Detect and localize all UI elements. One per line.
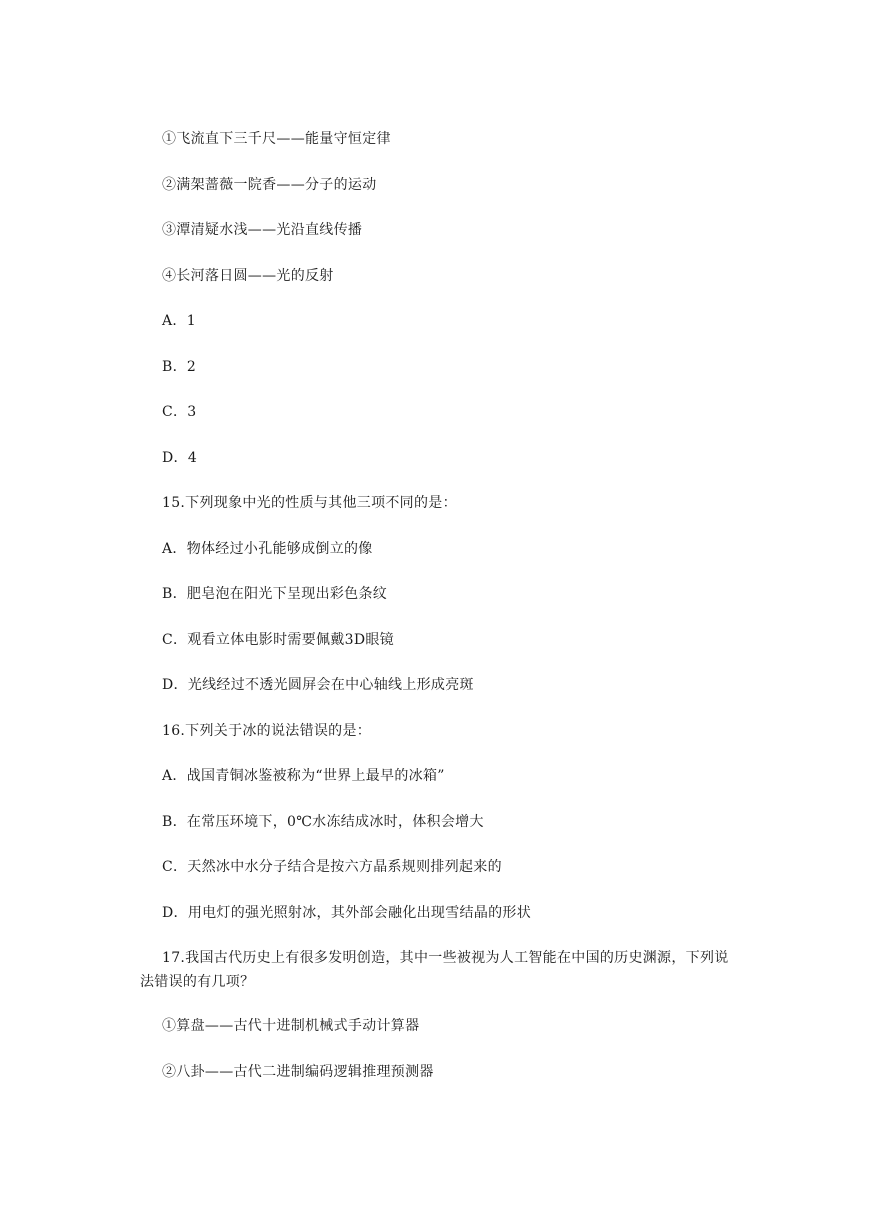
question-16: 16.下列关于冰的说法错误的是： [162,723,372,739]
q15-option-c: C．观看立体电影时需要佩戴3D眼镜 [162,632,394,648]
question-15: 15.下列现象中光的性质与其他三项不同的是： [162,495,457,511]
q14-option-c: C．3 [162,404,197,420]
q16-option-a: A．战国青铜冰鉴被称为“世界上最早的冰箱” [162,768,445,784]
q16-option-d: D．用电灯的强光照射冰，其外部会融化出现雪结晶的形状 [162,905,532,921]
statement-4: ④长河落日圆——光的反射 [162,268,334,284]
statement-3: ③潭清疑水浅——光沿直线传播 [162,222,363,238]
q15-option-a: A．物体经过小孔能够成倒立的像 [162,541,373,557]
q15-option-d: D．光线经过不透光圆屏会在中心轴线上形成亮斑 [162,677,474,693]
statement-2: ②满架蔷薇一院香——分子的运动 [162,177,377,193]
q14-option-a: A．1 [162,313,196,329]
statement-1: ①飞流直下三千尺——能量守恒定律 [162,131,391,147]
q17-statement-2: ②八卦——古代二进制编码逻辑推理预测器 [162,1064,434,1080]
q16-option-b: B．在常压环境下，0℃水冻结成冰时，体积会增大 [162,814,484,830]
q16-option-c: C．天然冰中水分子结合是按六方晶系规则排列起来的 [162,859,502,875]
q17-statement-1: ①算盘——古代十进制机械式手动计算器 [162,1018,420,1034]
question-17: 17.我国古代历史上有很多发明创造，其中一些被视为人工智能在中国的历史渊源，下列说法错误的有几项？ [140,950,729,990]
q15-option-b: B．肥皂泡在阳光下呈现出彩色条纹 [162,586,388,602]
q14-option-d: D．4 [162,450,198,466]
q14-option-b: B．2 [162,359,197,375]
